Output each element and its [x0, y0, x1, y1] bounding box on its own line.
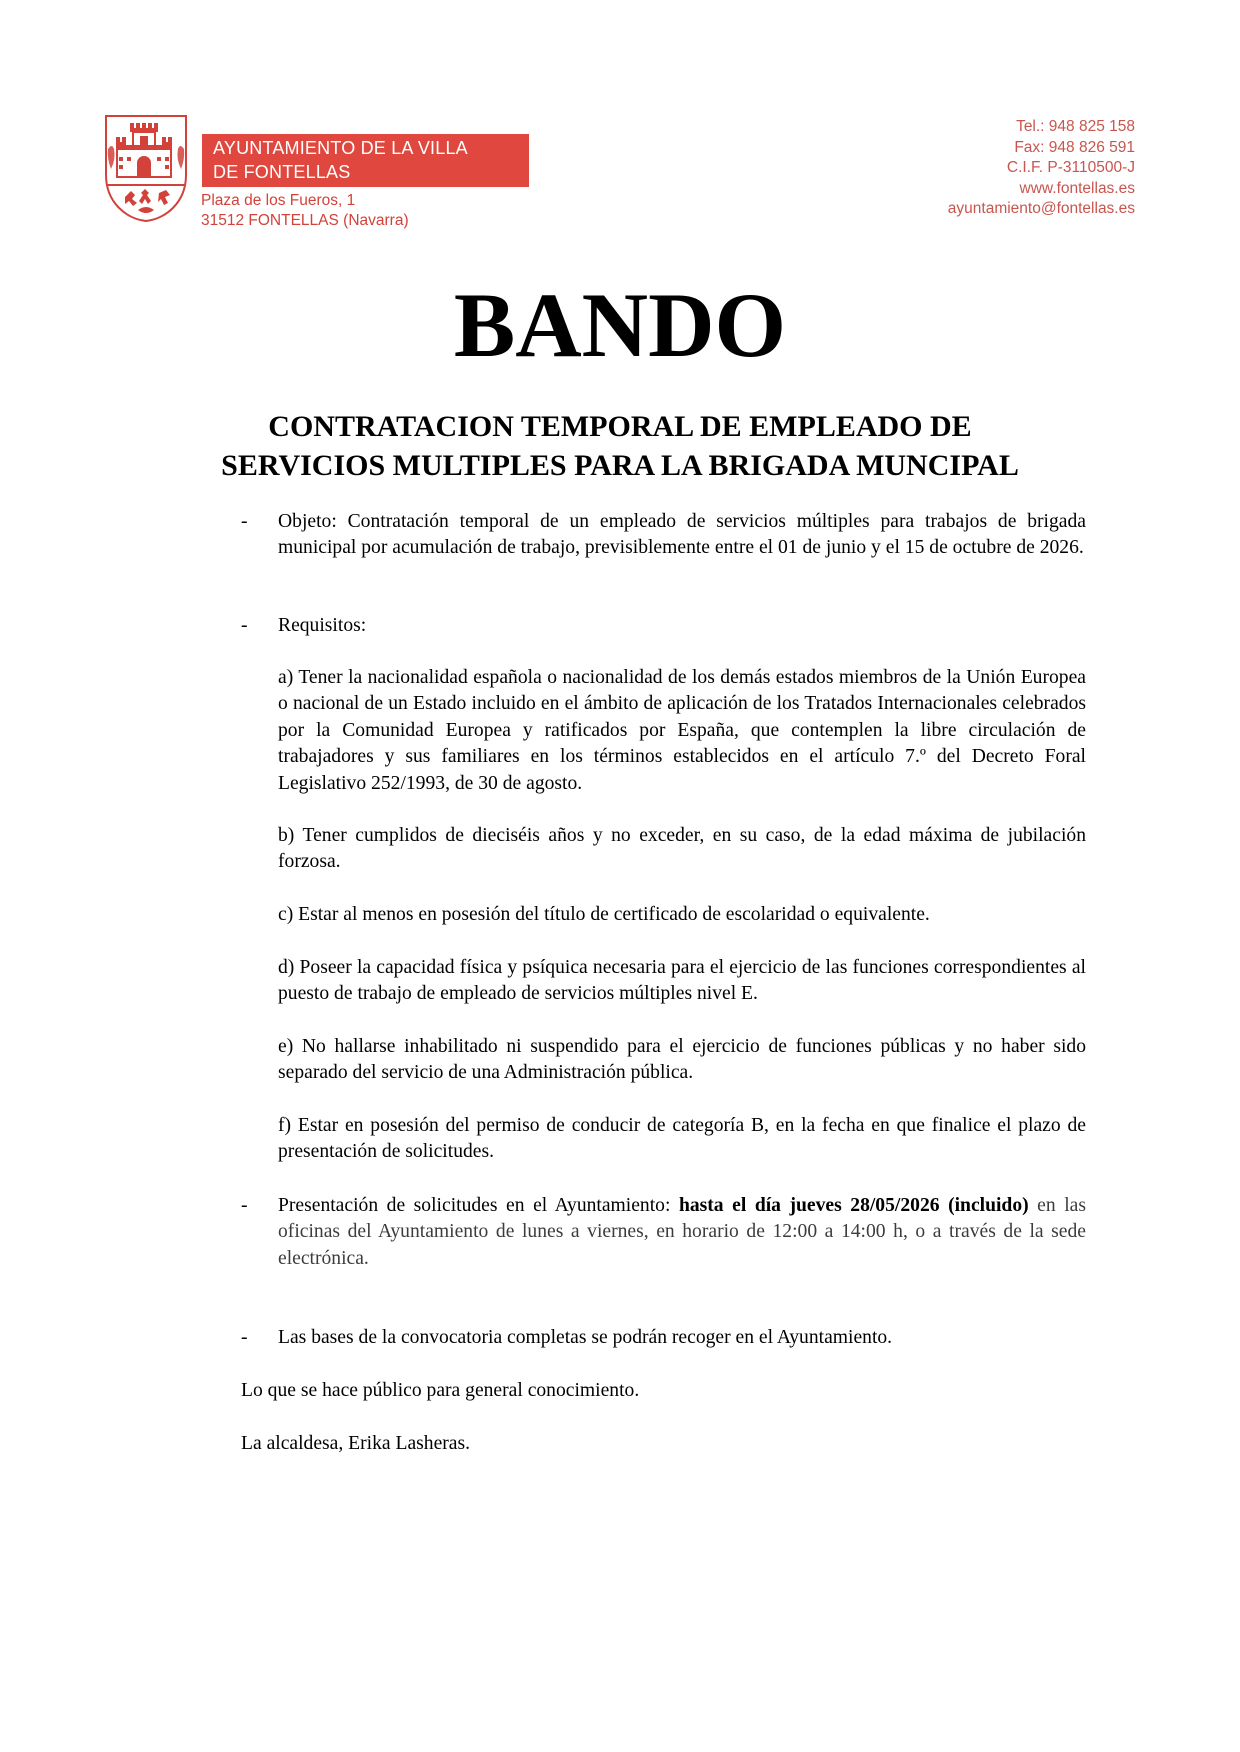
address-street: Plaza de los Fueros, 1	[201, 192, 356, 209]
document-subtitle	[0, 407, 1240, 485]
org-name-banner	[202, 134, 529, 187]
requisito-f: f) Estar en posesión del permiso de conducir de categoría B, en la fecha en que finalice el plazo de presentación de solicitudes.	[278, 1115, 1086, 1163]
presentacion-text	[278, 1193, 1086, 1272]
presentacion-deadline: hasta el día jueves 28/05/2026 (incluido)	[678, 1195, 1029, 1216]
requisito-d: d) Poseer la capacidad física y psíquica necesaria para el ejercicio de las funciones correspondientes al puesto de trabajo de empleado de servicios múltiples nivel E.	[278, 957, 1086, 1005]
closing-text: Lo que se hace público para general conocimiento.	[241, 1380, 640, 1401]
contact-website[interactable]: www.fontellas.es	[1019, 179, 1135, 197]
presentacion-intro: Presentación de solicitudes en el Ayuntamiento:	[278, 1195, 679, 1216]
bullet-dash: -	[241, 511, 248, 532]
coat-of-arms-icon	[103, 113, 189, 223]
objeto-text: Objeto: Contratación temporal de un empleado de servicios múltiples para trabajos de brigada municipal por acumulación de trabajo, previsiblemente entre el 01 de junio y el 15 de octubre de 2026.	[278, 511, 1086, 559]
document-title: BANDO	[453, 274, 787, 376]
requisito-e: e) No hallarse inhabilitado ni suspendido para el ejercicio de funciones públicas y no haber sido separado del servicio de una Administración pública.	[278, 1036, 1086, 1084]
subtitle-line-1: CONTRATACION TEMPORAL DE EMPLEADO DE	[268, 410, 972, 443]
address-city: 31512 FONTELLAS (Navarra)	[201, 212, 409, 229]
bases-text: Las bases de la convocatoria completas se podrán recoger en el Ayuntamiento.	[278, 1327, 893, 1348]
requisitos-label: Requisitos:	[278, 615, 367, 636]
requisito-c: c) Estar al menos en posesión del título de certificado de escolaridad o equivalente.	[278, 904, 930, 925]
presentacion-details: en las oficinas del Ayuntamiento de lunes a viernes, en horario de 12:00 a 14:00 h, o a través de la sede electrónica.	[278, 1195, 1086, 1269]
contact-fax: Fax: 948 826 591	[1014, 138, 1135, 156]
org-name-line-2: DE FONTELLAS	[213, 162, 351, 182]
subtitle-line-2: SERVICIOS MULTIPLES PARA LA BRIGADA MUNCIPAL	[221, 449, 1019, 482]
contact-cif: C.I.F. P-3110500-J	[1006, 159, 1135, 177]
signature-text: La alcaldesa, Erika Lasheras.	[241, 1433, 471, 1454]
letterhead	[0, 0, 1240, 240]
requisito-b: b) Tener cumplidos de dieciséis años y no exceder, en su caso, de la edad máxima de jubilación forzosa.	[278, 825, 1086, 873]
bullet-dash: -	[241, 1327, 248, 1348]
bullet-dash: -	[241, 615, 248, 636]
contact-email[interactable]: ayuntamiento@fontellas.es	[947, 200, 1135, 218]
contact-block	[948, 117, 1135, 220]
bullet-dash: -	[241, 1195, 248, 1216]
org-name-line-1: AYUNTAMIENTO DE LA VILLA	[213, 138, 468, 158]
contact-phone: Tel.: 948 825 158	[1016, 118, 1135, 135]
requisito-a: a) Tener la nacionalidad española o nacionalidad de los demás estados miembros de la Unión Europea o nacional de un Estado incluido en el ámbito de aplicación de los Tratados Internacionales celebrados por la Comunidad Europea y ratificados por España, que contemplen la libre circulación de trabajadores y sus familiares en los términos establecidos en el artículo 7.º del Decreto Foral Legislativo 252/1993, de 30 de agosto.	[278, 667, 1086, 794]
